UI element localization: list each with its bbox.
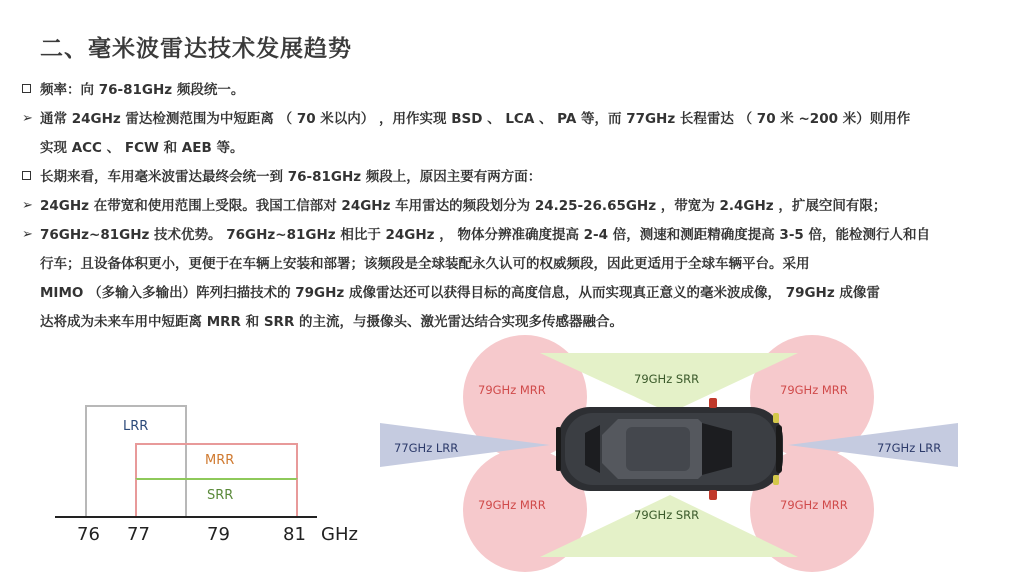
mrr-label-bottom-left: 79GHz MRR (478, 498, 546, 512)
bullet-text: 频率：向 76-81GHz 频段统一。 (40, 82, 245, 98)
bullet-text: 长期来看，车用毫米波雷达最终会统一到 76-81GHz 频段上，原因主要有两方面： (40, 169, 542, 185)
radar-coverage-diagram (380, 335, 960, 575)
srr-label-top: 79GHz SRR (634, 372, 700, 386)
square-bullet-icon (22, 84, 31, 93)
frequency-axis (55, 516, 317, 518)
bullet-text: 76GHz~81GHz 技术优势。 76GHz~81GHz 相比于 24GHz ， 物体分辨准确度提高 2-4 倍，测速和测距精确度提高 3-5 倍，能检测行人和自 (40, 227, 931, 243)
arrow-bullet-icon: ➢ (22, 227, 33, 242)
srr-label: SRR (207, 488, 234, 503)
car-icon (556, 398, 783, 500)
srr-label-bottom: 79GHz SRR (634, 508, 700, 522)
bullet-text: 24GHz 在带宽和使用范围上受限。我国工信部对 24GHz 车用雷达的频段划分为 24.25-26.65GHz ，带宽为 2.4GHz ，扩展空间有限； (40, 198, 887, 214)
mrr-label-top-right: 79GHz MRR (780, 383, 848, 397)
frequency-band-diagram (55, 400, 375, 560)
coverage-svg (380, 335, 960, 575)
tick-unit-ghz: GHz (321, 524, 358, 545)
mrr-label-top-left: 79GHz MRR (478, 383, 546, 397)
lrr-label: LRR (123, 419, 149, 434)
bullet-text: 达将成为未来车用中短距离 MRR 和 SRR 的主流，与摄像头、激光雷达结合实现多传感器融合。 (40, 314, 624, 330)
lrr-label-left: 77GHz LRR (394, 441, 459, 455)
bullet-text: 实现 ACC 、 FCW 和 AEB 等。 (40, 140, 244, 156)
arrow-bullet-icon: ➢ (22, 111, 33, 126)
mrr-label: MRR (205, 453, 235, 468)
tick-79: 79 (207, 524, 230, 545)
bullet-text: 行车；且设备体积更小，更便于在车辆上安装和部署；该频段是全球装配永久认可的权威频段，因此更适用于全球车辆平台。采用 (40, 256, 810, 272)
square-bullet-icon (22, 171, 31, 180)
lrr-label-right: 77GHz LRR (877, 441, 942, 455)
bullet-text: MIMO （多输入多输出）阵列扫描技术的 79GHz 成像雷达还可以获得目标的高度信息，从而实现真正意义的毫米波成像， 79GHz 成像雷 (40, 285, 880, 301)
mrr-label-bottom-right: 79GHz MRR (780, 498, 848, 512)
tick-77: 77 (127, 524, 150, 545)
tick-81: 81 (283, 524, 306, 545)
arrow-bullet-icon: ➢ (22, 198, 33, 213)
page-title: 二、毫米波雷达技术发展趋势 (40, 36, 352, 62)
tick-76: 76 (77, 524, 100, 545)
bullet-text: 通常 24GHz 雷达检测范围为中短距离 （ 70 米以内） ，用作实现 BSD 、 LCA 、 PA 等，而 77GHz 长程雷达 （ 70 米 ~200 米）则用作 (40, 111, 911, 127)
